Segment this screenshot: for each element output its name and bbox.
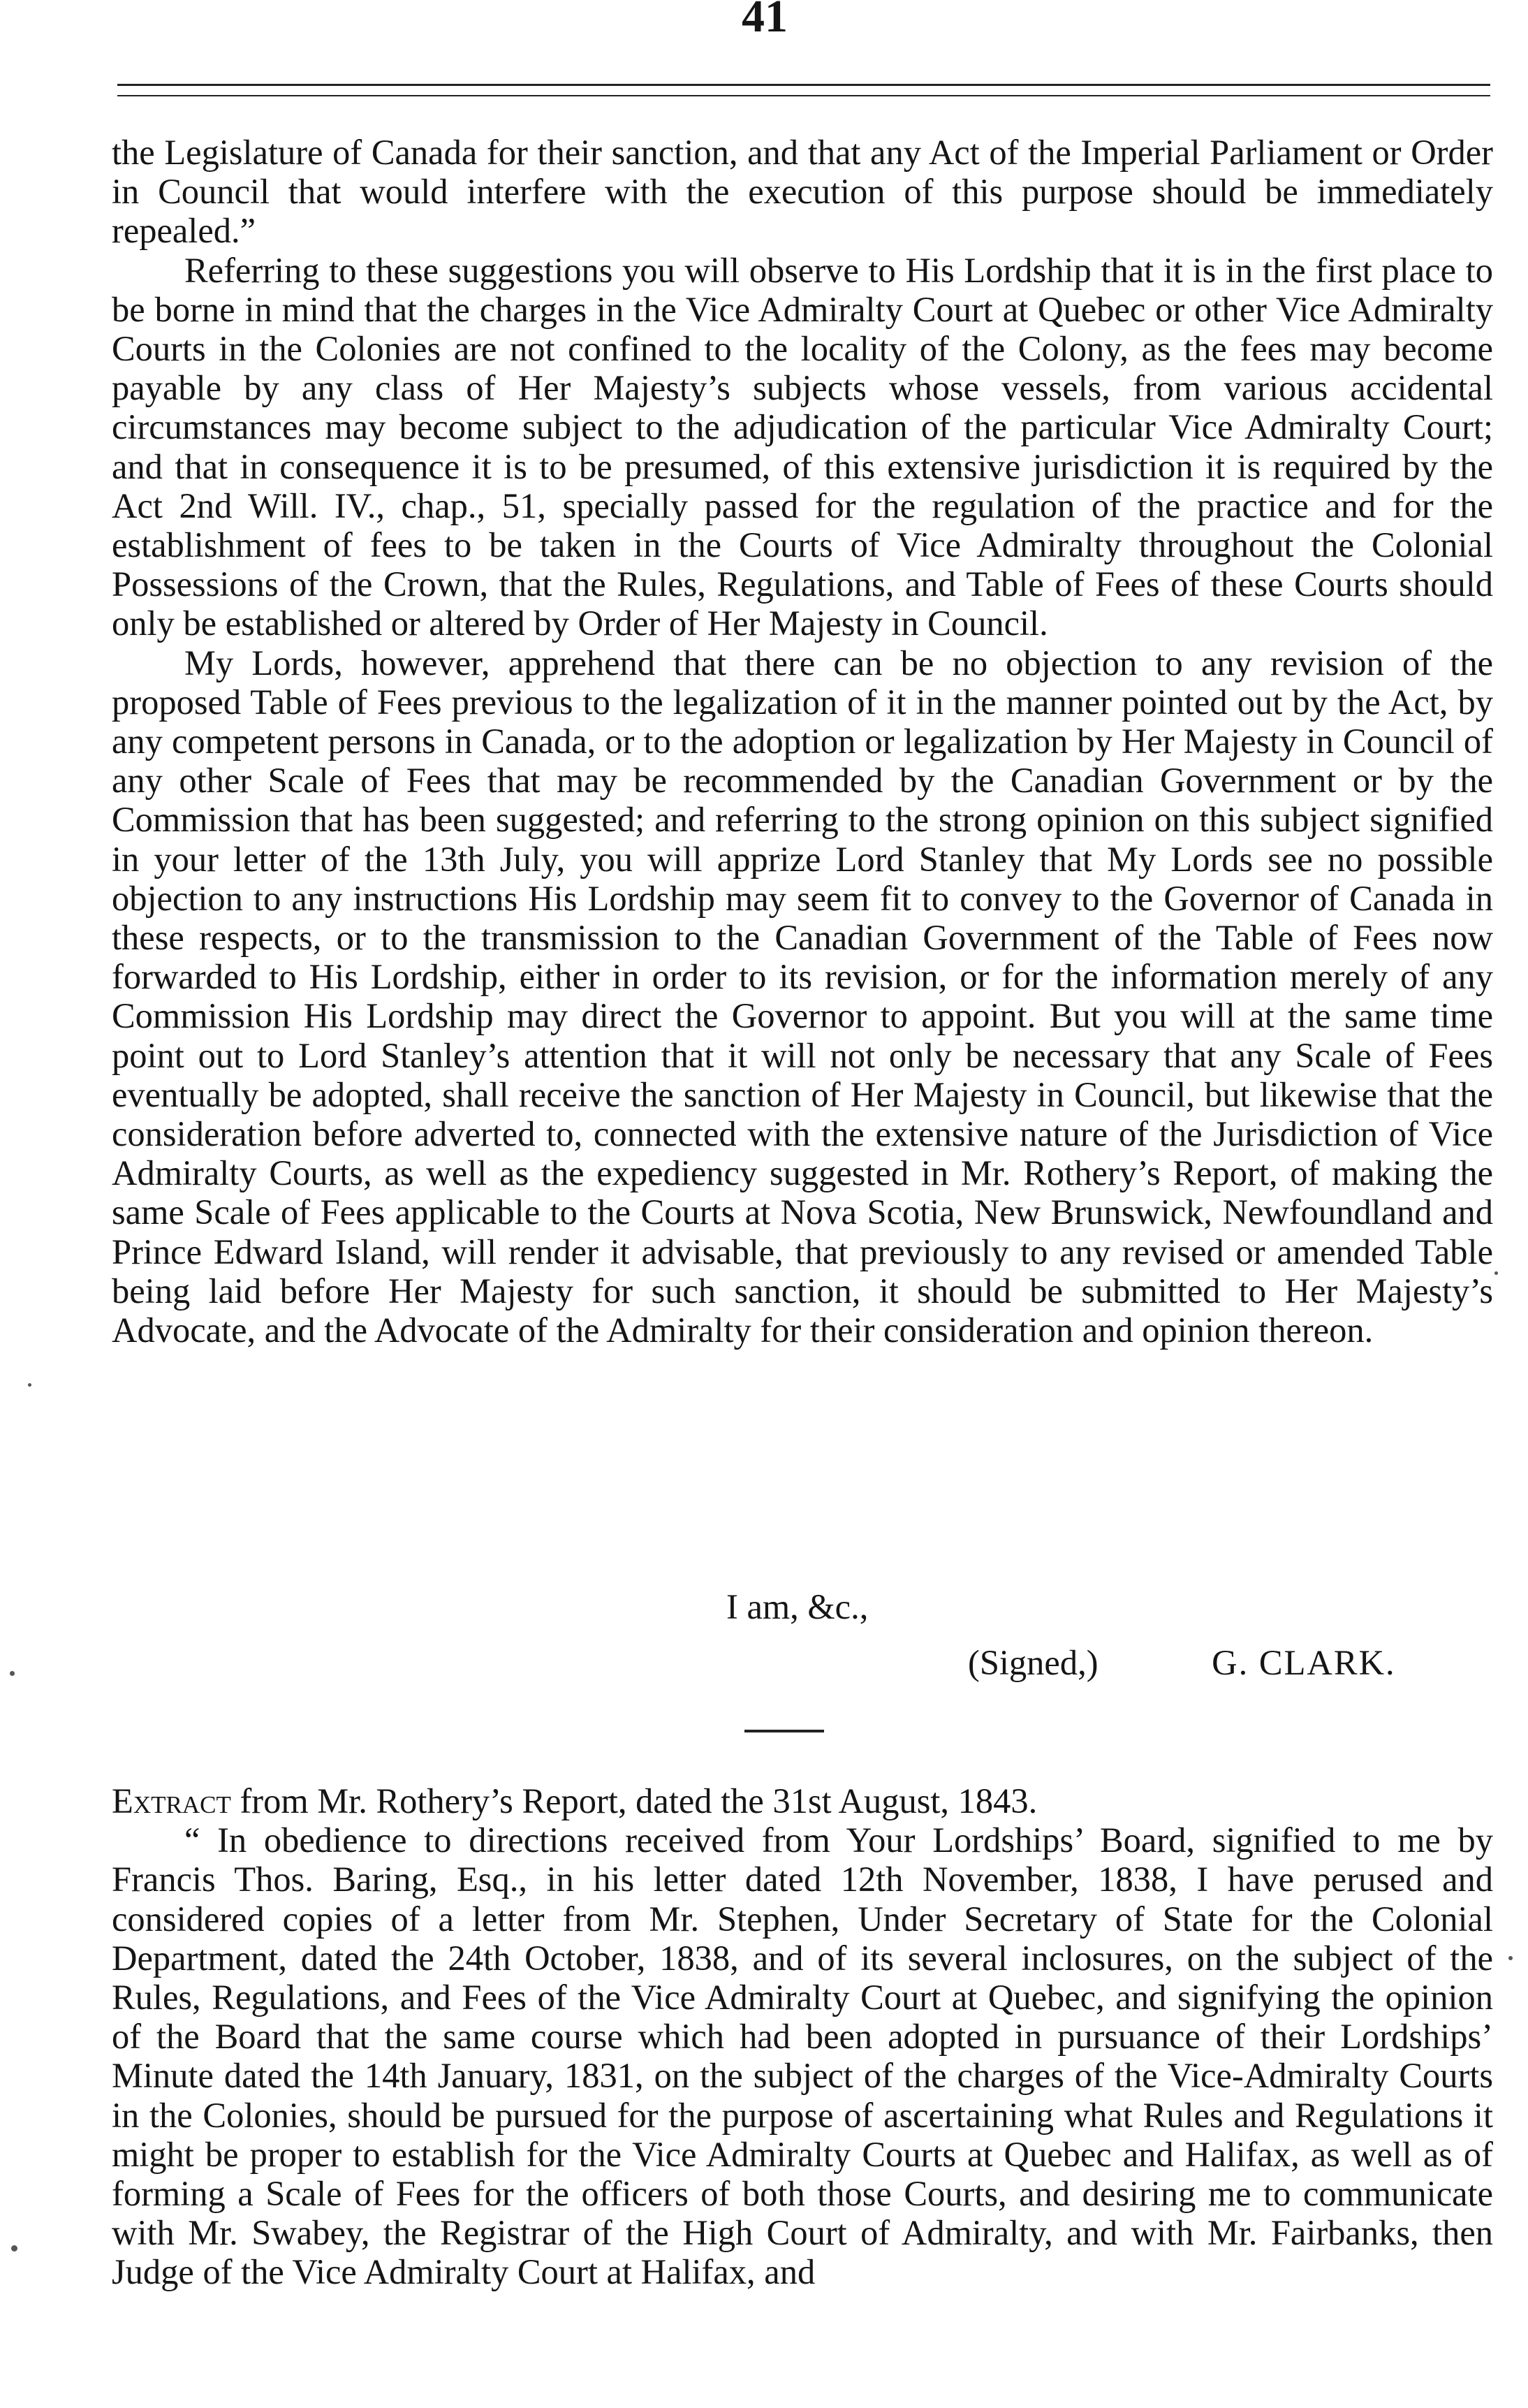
extract-heading <box>112 1781 1493 1820</box>
extract-label: Extract <box>112 1781 231 1820</box>
extract-heading-text: from Mr. Rothery’s Report, dated the 31st August, 1843. <box>230 1781 1038 1820</box>
letter-paragraph: Referring to these suggestions you will observe to His Lordship that it is in the first place to be borne in mind that the charges in the Vice Admiralty Court at Quebec or other Vice Admiralty Courts in the Colonies are not confined to the locality of the Colony, as the fees may become payable by any class of Her Majesty’s subjects whose vessels, from various accidental circumstances may become subject to the adjudication of the particular Vice Admiralty Court; and that in consequence it is to be presumed, of this extensive jurisdiction it is required by the Act 2nd Will. IV., chap., 51, specially passed for the regulation of the practice and for the establishment of fees to be taken in the Courts of Vice Admiralty throughout the Colonial Possessions of the Crown, that the Rules, Regulations, and Table of Fees of these Courts should only be established or altered by Order of Her Majesty in Council. <box>112 250 1493 643</box>
signature-block <box>968 1643 1396 1682</box>
letter-body <box>112 133 1493 1350</box>
letter-closing: I am, &c., <box>726 1587 869 1626</box>
section-divider <box>744 1730 824 1732</box>
letter-paragraph: the Legislature of Canada for their sanction, and that any Act of the Imperial Parliament or Order in Council that would interfere with the execution of this purpose should be immediately repealed.” <box>112 133 1493 251</box>
page-number: 41 <box>742 0 788 32</box>
scan-speck <box>1508 1956 1513 1960</box>
scan-speck <box>28 1383 31 1387</box>
extract-body: “ In obedience to directions received from Your Lordships’ Board, signified to me by Francis Thos. Baring, Esq., in his letter dated 12th November, 1838, I have perused and considered copies of a letter from Mr. Stephen, Under Secretary of State for the Colonial Department, dated the 24th October, 1838, and of its several inclosures, on the subject of the Rules, Regulations, and Fees of the Vice Admiralty Court at Quebec, and signifying the opinion of the Board that the same course which had been adopted in pursuance of their Lordships’ Minute dated the 14th January, 1831, on the subject of the charges of the Vice-Admiralty Courts in the Colonies, should be pursued for the purpose of ascertaining what Rules and Regulations it might be proper to establish for the Vice Admiralty Courts at Quebec and Halifax, as well as of forming a Scale of Fees for the officers of both those Courts, and desiring me to communicate with Mr. Swabey, the Registrar of the High Court of Admiralty, and with Mr. Fairbanks, then Judge of the Vice Admiralty Court at Halifax, and <box>112 1820 1493 2292</box>
header-rule <box>117 84 1490 86</box>
scan-speck <box>10 1671 15 1676</box>
scan-speck <box>1494 1271 1498 1275</box>
scan-speck <box>11 2245 17 2252</box>
header-rule-secondary <box>117 95 1490 96</box>
letter-paragraph: My Lords, however, apprehend that there can be no objection to any revision of the proposed Table of Fees previous to the legalization of it in the manner pointed out by the Act, by any competent persons in Canada, or to the adoption or legalization by Her Majesty in Council of any other Scale of Fees that may be recommended by the Canadian Government or by the Commission that has been suggested; and referring to the strong opinion on this subject signified in your letter of the 13th July, you will apprize Lord Stanley that My Lords see no possible objection to any instructions His Lordship may seem fit to convey to the Governor of Canada in these respects, or to the transmission to the Canadian Government of the Table of Fees now forwarded to His Lordship, either in order to its revision, or for the information merely of any Commission His Lordship may direct the Governor to appoint. But you will at the same time point out to Lord Stanley’s attention that it will not only be necessary that any Scale of Fees eventually be adopted, shall receive the sanction of Her Majesty in Council, but likewise that the consideration before adverted to, connected with the extensive nature of the Jurisdiction of Vice Admiralty Courts, as well as the expediency suggested in Mr. Rothery’s Report, of making the same Scale of Fees applicable to the Courts at Nova Scotia, New Brunswick, Newfoundland and Prince Edward Island, will render it advisable, that previously to any revised or amended Table being laid before Her Majesty for such sanction, it should be submitted to Her Majesty’s Advocate, and the Advocate of the Admiralty for their consideration and opinion thereon. <box>112 643 1493 1350</box>
extract-section <box>112 1781 1493 2292</box>
signed-label: (Signed,) <box>968 1643 1099 1682</box>
signer-name: G. CLARK. <box>1212 1643 1396 1682</box>
